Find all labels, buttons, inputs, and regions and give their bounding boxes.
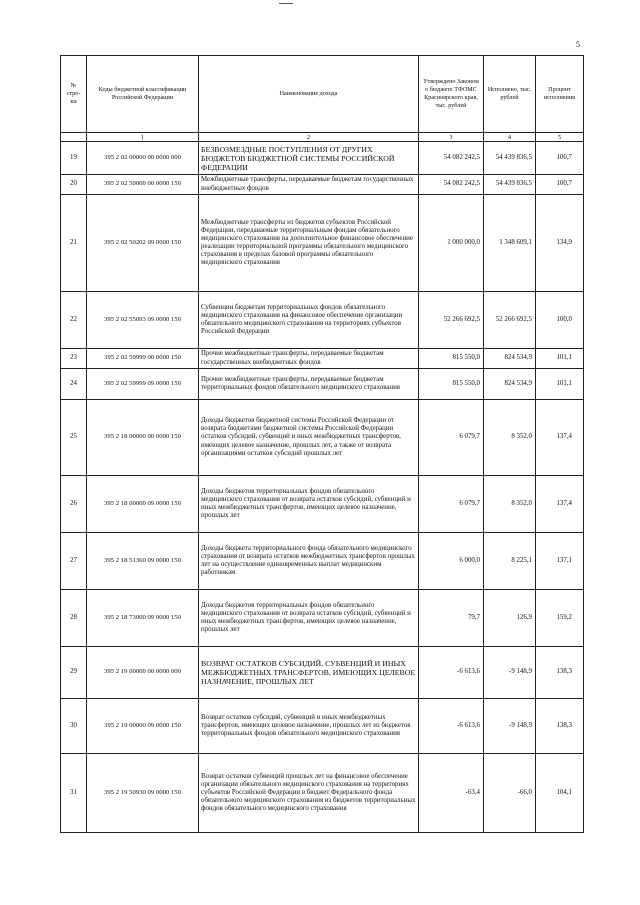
row-number: 24 xyxy=(61,369,87,400)
header-approved: Утверждено Законом о бюджете ТФОМС Красноярского края, тыс. рублей xyxy=(419,56,484,133)
execution-percent: 100,0 xyxy=(536,292,584,349)
executed-amount: 8 352,0 xyxy=(484,476,536,533)
executed-amount: 824 534,9 xyxy=(484,369,536,400)
execution-percent: 138,3 xyxy=(536,699,584,754)
row-number: 28 xyxy=(61,590,87,647)
budget-code: 395 2 19 00000 00 0000 000 xyxy=(87,647,199,699)
budget-code: 395 2 02 50000 00 0000 150 xyxy=(87,175,199,195)
budget-code: 395 2 18 00000 09 0000 150 xyxy=(87,476,199,533)
header-budget-code: Коды бюджетной классификации Российской Федерации xyxy=(87,56,199,133)
budget-code: 395 2 18 51360 09 0000 150 xyxy=(87,533,199,590)
header-income-name: Наименование дохода xyxy=(199,56,419,133)
row-number: 21 xyxy=(61,195,87,292)
income-name: Субвенции бюджетам территориальных фондов обязательного медицинского страхования на финансовое обеспечение организации обязательного медицинского страхования на территориях субъектов Российской Федерации xyxy=(199,292,419,349)
approved-amount: -63,4 xyxy=(419,754,484,833)
income-name: Возврат остатков субсидий, субвенций и иных межбюджетных трансфертов, имеющих целевое назначение, прошлых лет из бюджетов территориальных фондов обязательного медицинского страхования xyxy=(199,699,419,754)
table-row xyxy=(61,533,584,590)
column-index-5: 5 xyxy=(536,133,584,142)
column-index-blank xyxy=(61,133,87,142)
executed-amount: -66,0 xyxy=(484,754,536,833)
budget-code: 395 2 02 00000 00 0000 000 xyxy=(87,142,199,175)
column-index-4: 4 xyxy=(484,133,536,142)
row-number: 25 xyxy=(61,400,87,476)
execution-percent: 137,4 xyxy=(536,476,584,533)
column-index-2: 2 xyxy=(199,133,419,142)
table-row xyxy=(61,754,584,833)
execution-percent: 100,7 xyxy=(536,142,584,175)
executed-amount: 8 225,1 xyxy=(484,533,536,590)
income-name: Прочие межбюджетные трансферты, передаваемые бюджетам территориальных фондов обязательного медицинского страхования xyxy=(199,369,419,400)
header-percent: Процент исполнения xyxy=(536,56,584,133)
budget-code: 395 2 18 73000 09 0000 150 xyxy=(87,590,199,647)
table-row xyxy=(61,292,584,349)
income-name: Прочие межбюджетные трансферты, передаваемые бюджетам государственных внебюджетных фондов xyxy=(199,349,419,369)
income-name: Доходы бюджетов территориальных фондов обязательного медицинского страхования от возврата остатков субсидий, субвенций и иных межбюджетных трансфертов, имеющих целевое назначение, прошлых лет xyxy=(199,590,419,647)
execution-percent: 134,9 xyxy=(536,195,584,292)
table-row xyxy=(61,142,584,175)
table-row xyxy=(61,369,584,400)
approved-amount: 52 266 692,5 xyxy=(419,292,484,349)
header-executed: Исполнено, тыс. рублей xyxy=(484,56,536,133)
table-row xyxy=(61,400,584,476)
budget-code: 395 2 02 59999 09 0000 150 xyxy=(87,369,199,400)
table-row xyxy=(61,647,584,699)
executed-amount: -9 148,9 xyxy=(484,699,536,754)
header-row xyxy=(61,56,584,133)
row-number: 19 xyxy=(61,142,87,175)
approved-amount: 815 550,0 xyxy=(419,349,484,369)
income-name: Межбюджетные трансферты, передаваемые бюджетам государственных внебюджетных фондов xyxy=(199,175,419,195)
approved-amount: 1 000 000,0 xyxy=(419,195,484,292)
income-name: Межбюджетные трансферты из бюджетов субъектов Российской Федерации, передаваемые территориальным фондам обязательного медицинского страхования на дополнительное финансовое обеспечение реализации территориальной программы обязательного медицинского страхования в пределах базовой программы обязательного медицинского страхования xyxy=(199,195,419,292)
column-index-3: 3 xyxy=(419,133,484,142)
approved-amount: 815 550,0 xyxy=(419,369,484,400)
income-name: ВОЗВРАТ ОСТАТКОВ СУБСИДИЙ, СУБВЕНЦИЙ И ИНЫХ МЕЖБЮДЖЕТНЫХ ТРАНСФЕРТОВ, ИМЕЮЩИХ ЦЕЛЕВОЕ НАЗНАЧЕНИЕ, ПРОШЛЫХ ЛЕТ xyxy=(199,647,419,699)
executed-amount: 54 439 836,5 xyxy=(484,175,536,195)
execution-percent: 100,7 xyxy=(536,175,584,195)
row-number: 22 xyxy=(61,292,87,349)
budget-code: 395 2 02 50202 09 0000 150 xyxy=(87,195,199,292)
executed-amount: -9 148,9 xyxy=(484,647,536,699)
row-number: 29 xyxy=(61,647,87,699)
row-number: 27 xyxy=(61,533,87,590)
execution-percent: 138,3 xyxy=(536,647,584,699)
budget-code: 395 2 19 50930 09 0000 150 xyxy=(87,754,199,833)
execution-percent: 101,1 xyxy=(536,349,584,369)
row-number: 30 xyxy=(61,699,87,754)
executed-amount: 126,9 xyxy=(484,590,536,647)
approved-amount: 6 000,0 xyxy=(419,533,484,590)
table-row xyxy=(61,590,584,647)
execution-percent: 159,2 xyxy=(536,590,584,647)
execution-percent: 137,1 xyxy=(536,533,584,590)
executed-amount: 1 348 609,1 xyxy=(484,195,536,292)
row-number: 20 xyxy=(61,175,87,195)
income-name: Доходы бюджетов территориальных фондов обязательного медицинского страхования от возврата остатков субсидий, субвенций и иных межбюджетных трансфертов, имеющих целевое назначение, прошлых лет xyxy=(199,476,419,533)
income-name: Доходы бюджета территориального фонда обязательного медицинского страхования от возврата остатков межбюджетных трансфертов прошлых лет на осуществление единовременных выплат медицинским работникам xyxy=(199,533,419,590)
executed-amount: 52 266 692,5 xyxy=(484,292,536,349)
table-row xyxy=(61,175,584,195)
row-number: 23 xyxy=(61,349,87,369)
budget-code: 395 2 19 00000 09 0000 150 xyxy=(87,699,199,754)
table-row xyxy=(61,349,584,369)
execution-percent: 104,1 xyxy=(536,754,584,833)
row-number: 31 xyxy=(61,754,87,833)
row-number: 26 xyxy=(61,476,87,533)
income-name: Доходы бюджетов бюджетной системы Российской Федерации от возврата бюджетами бюджетной системы Российской Федерации остатков субсидий, субвенций и иных межбюджетных трансфертов, имеющих целевое назначение, прошлых лет, а также от возврата организациями остатков субсидий прошлых лет xyxy=(199,400,419,476)
budget-income-table xyxy=(60,55,584,833)
page-number: 5 xyxy=(576,40,580,49)
approved-amount: 6 079,7 xyxy=(419,400,484,476)
header-row-number: № стро- ки xyxy=(61,56,87,133)
budget-code: 395 2 02 55093 09 0000 150 xyxy=(87,292,199,349)
executed-amount: 824 534,9 xyxy=(484,349,536,369)
approved-amount: -6 613,6 xyxy=(419,699,484,754)
income-name: БЕЗВОЗМЕЗДНЫЕ ПОСТУПЛЕНИЯ ОТ ДРУГИХ БЮДЖЕТОВ БЮДЖЕТНОЙ СИСТЕМЫ РОССИЙСКОЙ ФЕДЕРАЦИИ xyxy=(199,142,419,175)
executed-amount: 54 439 836,5 xyxy=(484,142,536,175)
execution-percent: 137,4 xyxy=(536,400,584,476)
table-row xyxy=(61,195,584,292)
approved-amount: 79,7 xyxy=(419,590,484,647)
column-index-1: 1 xyxy=(87,133,199,142)
approved-amount: -6 613,6 xyxy=(419,647,484,699)
execution-percent: 101,1 xyxy=(536,369,584,400)
approved-amount: 54 082 242,5 xyxy=(419,175,484,195)
budget-code: 395 2 18 00000 00 0000 150 xyxy=(87,400,199,476)
income-name: Возврат остатков субвенций прошлых лет на финансовое обеспечение организации обязательного медицинского страхования на территориях субъектов Российской Федерации в бюджет Федерального фонда обязательного медицинского страхования из бюджетов территориальных фондов обязательного медицинского страхования xyxy=(199,754,419,833)
table-row xyxy=(61,476,584,533)
budget-code: 395 2 02 59999 00 0000 150 xyxy=(87,349,199,369)
column-index-row xyxy=(61,133,584,142)
executed-amount: 8 352,0 xyxy=(484,400,536,476)
approved-amount: 54 082 242,5 xyxy=(419,142,484,175)
top-edge-mark xyxy=(279,3,293,4)
table-row xyxy=(61,699,584,754)
approved-amount: 6 079,7 xyxy=(419,476,484,533)
